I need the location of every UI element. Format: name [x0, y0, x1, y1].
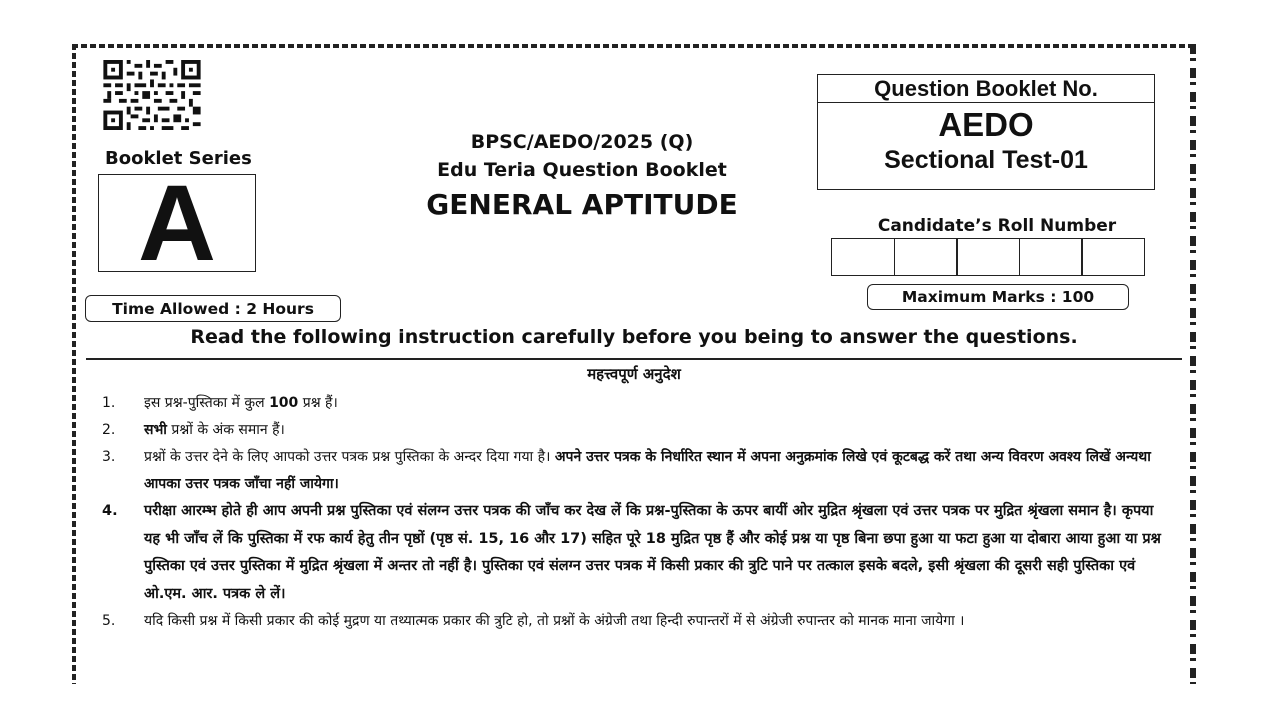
booklet-no-title: Question Booklet No. [818, 75, 1154, 103]
item-text [144, 417, 1162, 444]
item-text-bold: 100 [269, 395, 299, 411]
booklet-no-test: Sectional Test-01 [884, 146, 1088, 174]
question-booklet-page [72, 44, 1196, 684]
item-text-part: इस प्रश्न-पुस्तिका में कुल [144, 395, 270, 411]
booklet-series-letter: A [138, 162, 216, 283]
subject-title: GENERAL APTITUDE [426, 188, 738, 221]
instructions-list [102, 390, 1162, 635]
page-border-top [72, 44, 1196, 48]
roll-number-cell[interactable] [956, 238, 1020, 276]
item-number: 4. [102, 503, 118, 519]
item-text [144, 444, 1162, 498]
read-instructions-heading: Read the following instruction carefully before you being to answer the questions. [190, 326, 1078, 348]
roll-number-cell[interactable] [894, 238, 958, 276]
item-text [144, 390, 1162, 417]
roll-number-boxes [831, 238, 1144, 276]
exam-code: BPSC/AEDO/2025 (Q) [470, 131, 694, 153]
item-text-bold: सभी [144, 422, 167, 438]
roll-number-cell[interactable] [1081, 238, 1145, 276]
booklet-name: Edu Teria Question Booklet [437, 159, 727, 181]
item-number: 2. [102, 422, 116, 438]
booklet-series-box [98, 162, 256, 283]
item-text: यदि किसी प्रश्न में किसी प्रकार की कोई मुद्रण या तथ्यात्मक प्रकार की त्रुटि हो, तो प्रश्नों के अंग्रेजी तथा हिन्दी रुपान्तरों में से अंग्रेजी रुपान्तर को मानक माना जायेगा । [144, 613, 965, 629]
roll-number-cell[interactable] [1019, 238, 1083, 276]
maximum-marks-badge: Maximum Marks : 100 [867, 284, 1129, 310]
item-text-part: प्रश्नों के उत्तर देने के लिए आपको उत्तर पत्रक प्रश्न पुस्तिका के अन्दर दिया गया है। [144, 449, 555, 465]
roll-number-cell[interactable] [831, 238, 895, 276]
divider [86, 358, 1182, 360]
booklet-no-code: AEDO [938, 106, 1034, 143]
qr-code-icon [102, 60, 202, 130]
exam-header [372, 128, 792, 224]
list-item [102, 390, 1162, 417]
list-item [102, 608, 1162, 635]
list-item [102, 444, 1162, 498]
list-item [102, 498, 1162, 608]
item-text-part: प्रश्नों के अंक समान हैं। [166, 422, 285, 438]
important-instructions-heading: महत्त्वपूर्ण अनुदेश [587, 365, 681, 383]
item-text-bold: अपने उत्तर पत्रक के निर्धारित स्थान में अपना अनुक्रमांक लिखे एवं कूटबद्ध करें तथा अन्य विवरण अवश्य लिखें अन्यथा आपका उत्तर पत्रक जाँचा नहीं जायेगा। [144, 449, 1151, 492]
item-text-part: प्रश्न हैं। [298, 395, 338, 411]
roll-number-label: Candidate’s Roll Number [877, 216, 1117, 236]
question-booklet-no-box [817, 74, 1155, 190]
item-text: परीक्षा आरम्भ होते ही आप अपनी प्रश्न पुस्तिका एवं संलग्न उत्तर पत्रक की जाँच कर देख लें कि प्रश्न-पुस्तिका के ऊपर बायीं ओर मुद्रित श्रृंखला एवं उत्तर पत्रक पर मुद्रित श्रृंखला समान है। कृपया यह भी जाँच लें कि पुस्तिका में रफ कार्य हेतु तीन पृष्ठों (पृष्ठ सं. 15, 16 और 17) सहित पूरे 18 मुद्रित पृष्ठ हैं और कोई प्रश्न या पृष्ठ बिना छपा हुआ या फटा हुआ या दोबारा आया हुआ या प्रश्न पुस्तिका एवं उत्तर पुस्तिका में मुद्रित श्रृंखला में अन्तर तो नहीं है। पुस्तिका एवं संलग्न उत्तर पत्रक में किसी प्रकार की त्रुटि पाने पर तत्काल इसके बदले, इसी श्रृंखला की दूसरी सही पुस्तिका एवं ओ.एम. आर. पत्रक ले लें। [144, 503, 1161, 602]
time-allowed-badge: Time Allowed : 2 Hours [85, 295, 341, 322]
item-number: 5. [102, 613, 116, 629]
booklet-series-label: Booklet Series [105, 148, 252, 169]
item-number: 3. [102, 449, 116, 465]
list-item [102, 417, 1162, 444]
item-number: 1. [102, 395, 116, 411]
